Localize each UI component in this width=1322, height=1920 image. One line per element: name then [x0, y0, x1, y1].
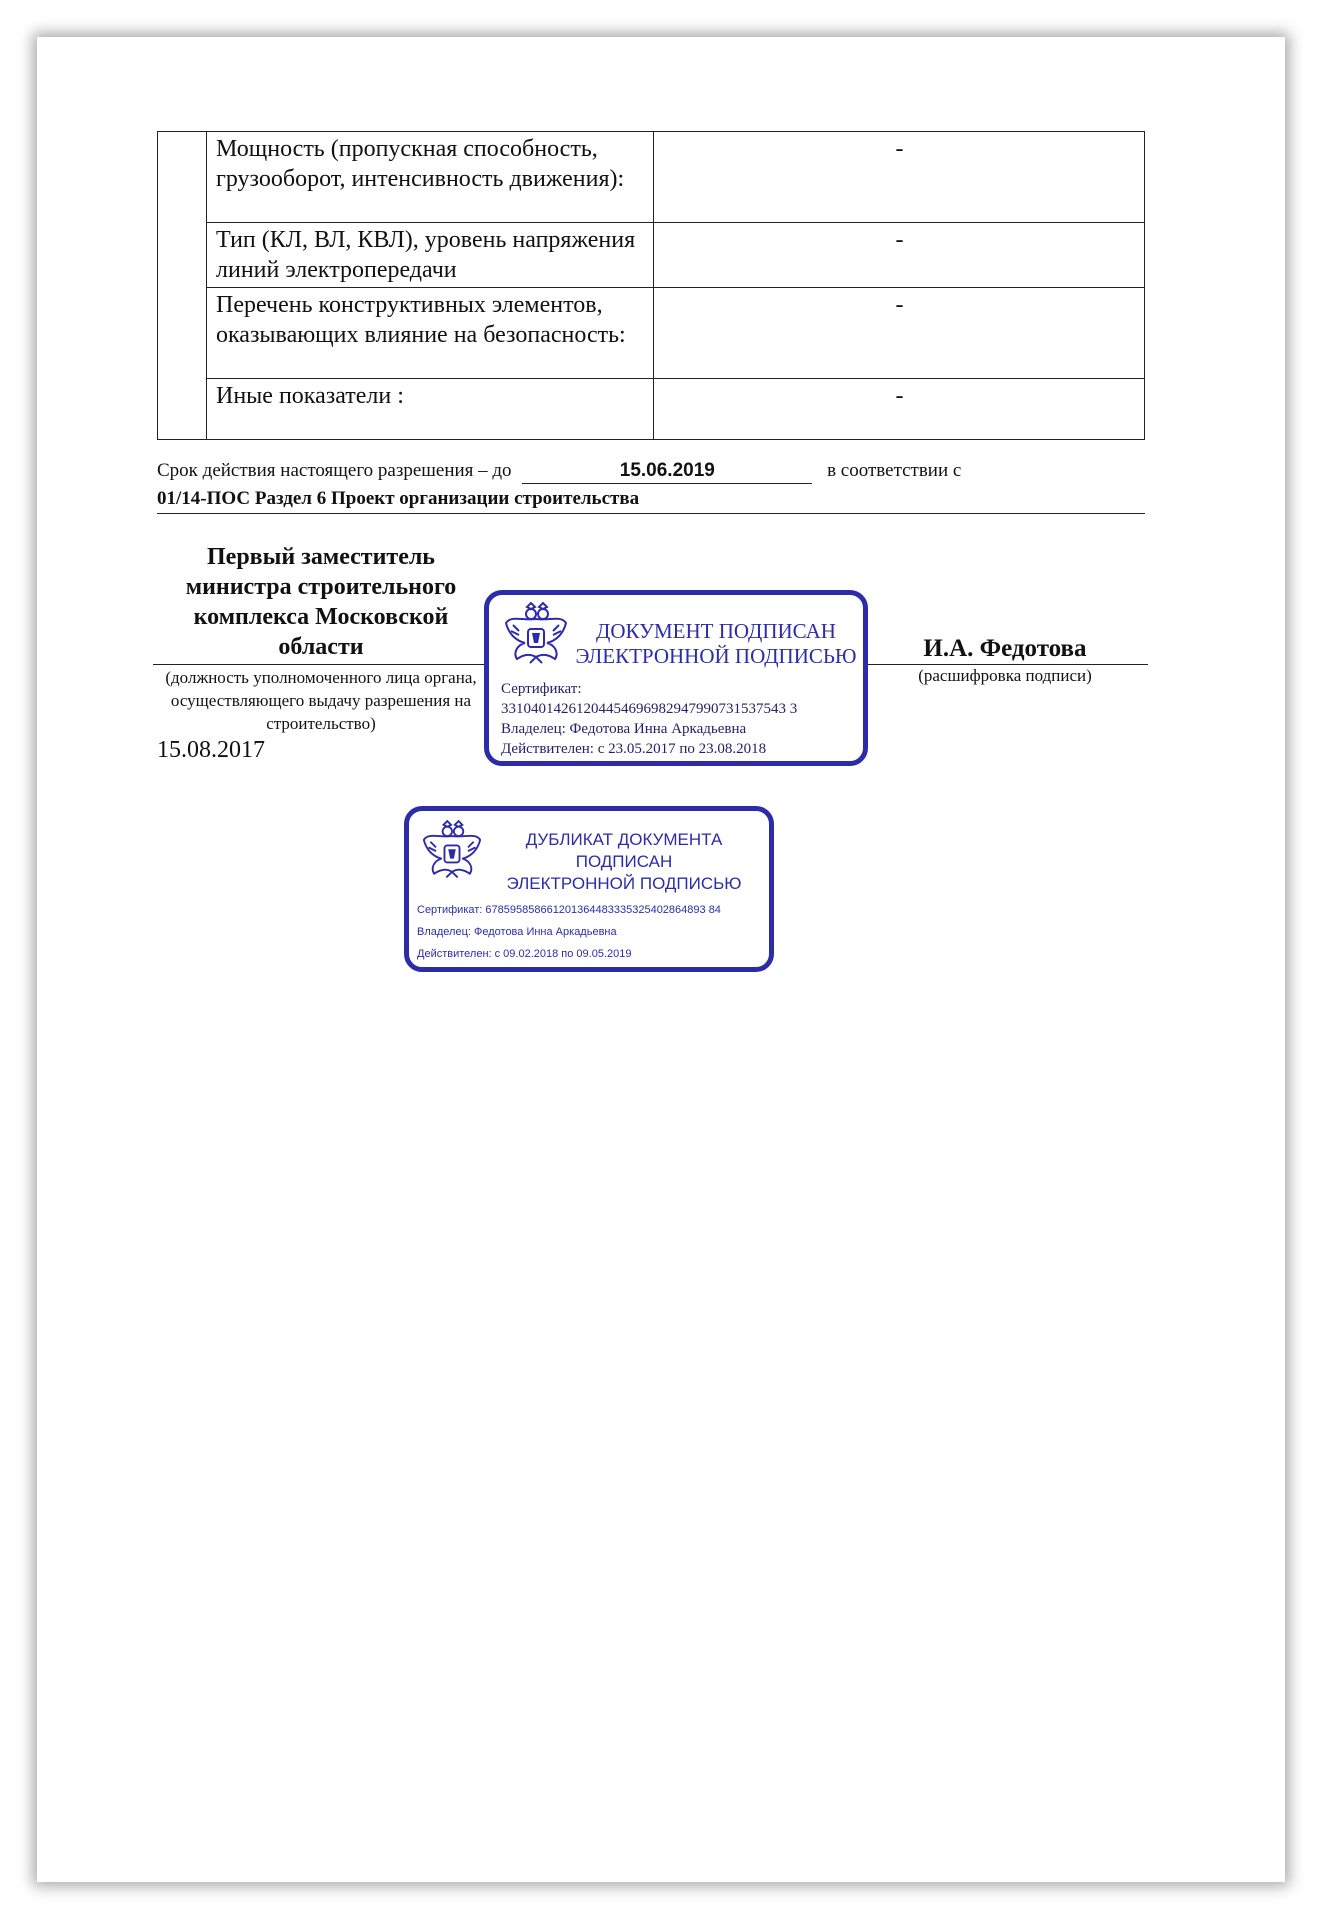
validity-date: 15.06.2019: [522, 459, 812, 484]
signer-name-caption: (расшифровка подписи): [918, 666, 1092, 685]
table-number-cell: [158, 132, 207, 440]
signer-name: И.А. Федотова: [923, 635, 1087, 662]
stamp-title: ДУБЛИКАТ ДОКУМЕНТА ПОДПИСАН ЭЛЕКТРОННОЙ ПОДПИСЬЮ: [506, 830, 742, 893]
parameters-table: [157, 131, 1145, 440]
stamp-cert: Сертификат: 678595858661201364483335325402864893 84: [417, 904, 721, 916]
duplicate-e-signature-stamp: [404, 806, 774, 972]
stamp-validity: Действителен: с 23.05.2017 по 23.08.2018: [501, 741, 767, 757]
signer-position-caption: (должность уполномоченного лица органа, осуществляющего выдачу разрешения на строительство): [165, 668, 477, 733]
signer-position: Первый заместитель министра строительного комплекса Московской области: [185, 544, 457, 660]
row-label: Мощность (пропускная способность, грузооборот, интенсивность движения):: [207, 132, 654, 223]
coat-of-arms-icon: [421, 819, 483, 887]
stamp-cert-label: Сертификат:: [501, 681, 582, 697]
stamp-title: ДОКУМЕНТ ПОДПИСАН ЭЛЕКТРОННОЙ ПОДПИСЬЮ: [575, 619, 857, 668]
table-row: [158, 288, 1145, 379]
stamp-info: [417, 899, 767, 965]
row-value: -: [654, 223, 1145, 288]
row-value: -: [654, 288, 1145, 379]
validity-suffix: в соответствии с: [827, 460, 962, 481]
validity-line: [157, 459, 961, 484]
table-row: [158, 132, 1145, 223]
coat-of-arms-icon: [503, 601, 569, 673]
row-label: Тип (КЛ, ВЛ, КВЛ), уровень напряжения линий электропередачи: [207, 223, 654, 288]
row-value: -: [654, 132, 1145, 223]
stamp-owner: Владелец: Федотова Инна Аркадьевна: [501, 721, 747, 737]
row-label: Иные показатели :: [207, 379, 654, 440]
stamp-owner: Владелец: Федотова Инна Аркадьевна: [417, 926, 617, 938]
e-signature-stamp: [484, 590, 868, 766]
validity-prefix: Срок действия настоящего разрешения – до: [157, 460, 512, 481]
table-row: [158, 223, 1145, 288]
stamp-info: [501, 679, 861, 759]
validity-basis: 01/14-ПОС Раздел 6 Проект организации строительства: [157, 487, 1145, 514]
signature-date: 15.08.2017: [157, 737, 265, 763]
stamp-validity: Действителен: с 09.02.2018 по 09.05.2019: [417, 948, 632, 960]
row-value: -: [654, 379, 1145, 440]
row-label: Перечень конструктивных элементов, оказывающих влияние на безопасность:: [207, 288, 654, 379]
stamp-cert: 33104014261204454696982947990731537543 3: [501, 701, 798, 717]
table-row: [158, 379, 1145, 440]
